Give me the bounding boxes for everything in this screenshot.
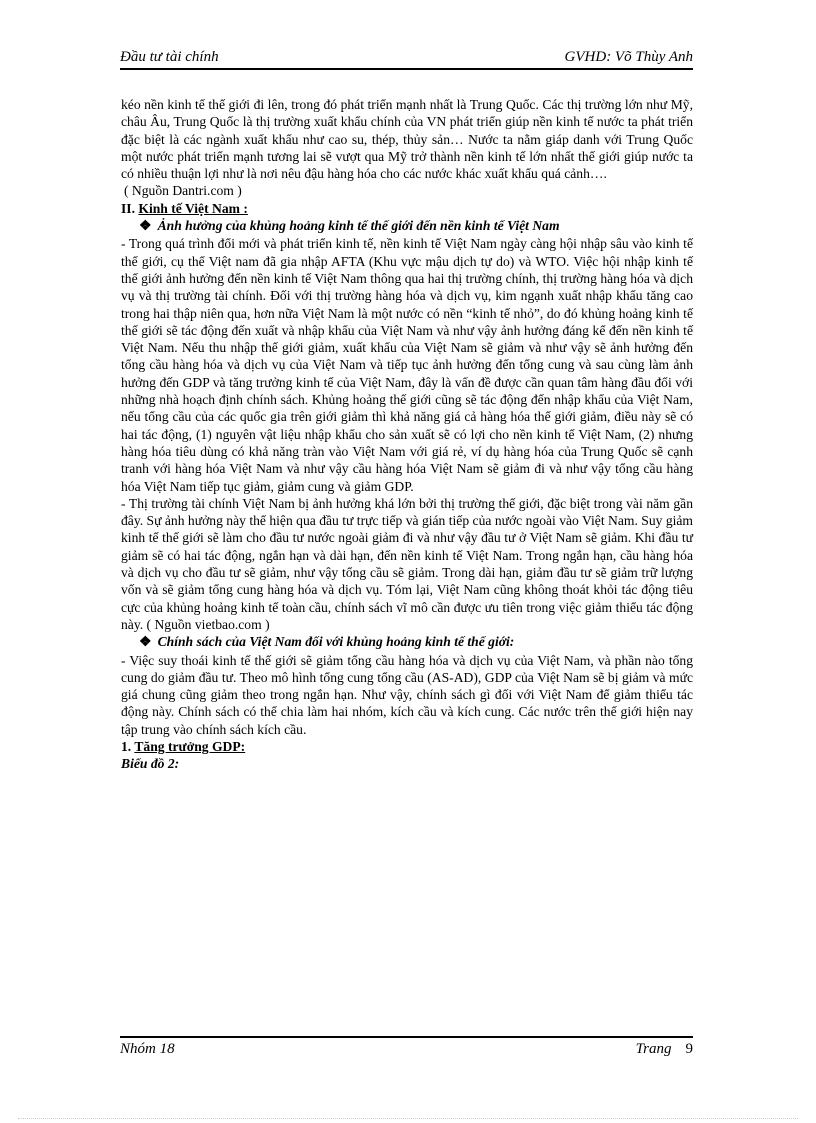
page-label: Trang [635, 1041, 672, 1057]
page-header [120, 49, 693, 69]
bullet-heading-policy [121, 633, 693, 651]
section-number: II. [121, 200, 135, 216]
header-instructor: GVHD: Võ Thùy Anh [564, 49, 693, 65]
bullet-title: Ảnh hưởng của khủng hoảng kinh tế thế giới đến nền kinh tế Việt Nam [157, 218, 560, 234]
paragraph-policy: - Việc suy thoái kinh tế thế giới sẽ giảm tổng cầu hàng hóa và dịch vụ của Việt Nam, và phần nào tổng cung do giảm đầu tư. Theo mô hình tổng cung tổng cầu (AS-AD), GDP của Việt Nam sẽ bị giảm và mức giá chung cũng giảm theo trong ngắn hạn. Như vậy, chính sách gì đối với Việt Nam để giảm thiểu tác động này. Chính sách có thể chia làm hai nhóm, kích cầu và kích cung. Các nước trên thế giới hiện nay tập trung vào chính sách kích cầu. [121, 652, 693, 737]
intro-source: ( Nguồn Dantri.com ) [124, 183, 242, 199]
bullet-heading-impact [121, 217, 693, 235]
header-rule [120, 68, 693, 70]
intro-paragraph: kéo nền kinh tế thế giới đi lên, trong đó phát triển mạnh nhất là Trung Quốc. Các thị trường lớn như Mỹ, châu Âu, Trung Quốc là thị trường xuất khẩu chính của VN phát triển giúp nền kinh tế nước ta phát triển đặc biệt là các ngành xuất khẩu như cao su, thép, thủy sản… Nước ta nằm giáp danh với Trung Quốc một nước phát triển mạnh tương lai sẽ vượt qua Mỹ trở thành nền kinh tế lớn nhất thế giới giúp nước ta có nhiều thuận lợi như là nơi nêu đậu hàng hóa cho các nước khác xuất khẩu quá cảnh…. [121, 97, 693, 182]
subsection-title: Tăng trưởng GDP: [134, 738, 246, 754]
footer-group: Nhóm 18 [120, 1041, 175, 1057]
section-title: Kinh tế Việt Nam : [138, 200, 248, 216]
page-bottom-edge [18, 1118, 798, 1119]
paragraph-financial-market: - Thị trường tài chính Việt Nam bị ảnh hưởng khá lớn bởi thị trường thế giới, đặc biệt trong vài năm gần đây. Sự ảnh hưởng này thể hiện qua đầu tư trực tiếp và gián tiếp của nước ngoài vào Việt Nam. Suy giảm kinh tế thế giới sẽ làm cho đầu tư nước ngoài giảm đi và như vậy đầu tư ở Việt Nam sẽ giảm. Khi đầu tư giảm sẽ có hai tác động, ngắn hạn và dài hạn, đến nền kinh tế Việt Nam. Trong ngắn hạn, cầu hàng hóa và dịch vụ cho đầu tư sẽ giảm, như vậy tổng cầu sẽ giảm. Trong dài hạn, giảm đầu tư sẽ giảm trữ lượng vốn và sẽ giảm tổng cung hàng hóa và dịch vụ. Tóm lại, Việt Nam cũng không thoát khỏi tác động tiêu cực của khủng hoảng kinh tế toàn cầu, chính sách vĩ mô cần được ưu tiên trong việc giảm thiểu tác động này. ( Nguồn vietbao.com ) [121, 495, 693, 632]
section-heading-2 [121, 200, 693, 217]
page-footer [120, 1041, 693, 1061]
diamond-bullet-icon: ❖ [139, 219, 152, 235]
diamond-bullet-icon: ❖ [139, 635, 152, 651]
page-number: 9 [685, 1041, 693, 1057]
footer-page [636, 1041, 693, 1058]
chart-caption: Biểu đồ 2: [121, 756, 180, 772]
subsection-number: 1. [121, 738, 132, 754]
header-subject: Đầu tư tài chính [120, 49, 219, 65]
document-body [121, 96, 693, 773]
paragraph-goods-market: - Trong quá trình đổi mới và phát triển kinh tế, nền kinh tế Việt Nam ngày càng hội nhập sâu vào kinh tế thế giới, cụ thể Việt nam đã gia nhập AFTA (Khu vực mậu dịch tự do) và WTO. Việc hội nhập kinh tế thế giới ảnh hưởng đến nền kinh tế Việt Nam thông qua hai thị trường chính, thị trường hàng hóa và dịch vụ và thị trường tài chính. Đối với thị trường hàng hóa và dịch vụ, kim ngạnh xuất nhập khẩu tăng cao trong hai thập niên qua, hơn nữa Việt Nam là một nước có nền “kinh tế nhỏ”, do đó khủng hoảng kinh tế thế giới sẽ tác động đến xuất và nhập khẩu của Việt Nam và như vậy ảnh hưởng đáng kể đến nền kinh tế Việt Nam. Nếu thu nhập thế giới giảm, xuất khẩu của Việt Nam sẽ giảm và như vậy sẽ ảnh hưởng đến tổng cầu hàng hóa và dịch vụ của Việt Nam và tiếp tục ảnh hưởng đến tổng cung và sau cùng làm ảnh hưởng đến GDP và tăng trưởng kinh tế của Việt Nam, đây là vấn đề được cần quan tâm hàng đầu đối với những nhà hoạch định chính sách. Khủng hoảng thế giới cũng sẽ tác động đến nhập khẩu của Việt Nam, nếu tổng cầu của các quốc gia trên giới giảm thì khả năng giá cả hàng hóa thế giới giảm, điều này sẽ có hai tác động, (1) nguyên vật liệu nhập khẩu cho sản xuất sẽ có lợi cho nền kinh tế Việt Nam, (2) nhưng hàng hóa tiêu dùng có khả năng tràn vào Việt Nam với giá rẻ, ví dụ hàng hóa của Trung Quốc sẽ cạnh tranh với hàng hóa Việt Nam và như vậy cầu hàng hóa Việt Nam sẽ giảm đi và như vậy tổng cầu hàng hóa Việt Nam tiếp tục giảm, giảm cung và giảm GDP. [121, 236, 693, 494]
subsection-heading [121, 738, 693, 755]
footer-rule [120, 1036, 693, 1038]
bullet-title: Chính sách của Việt Nam đối với khủng hoảng kinh tế thế giới: [157, 634, 515, 650]
